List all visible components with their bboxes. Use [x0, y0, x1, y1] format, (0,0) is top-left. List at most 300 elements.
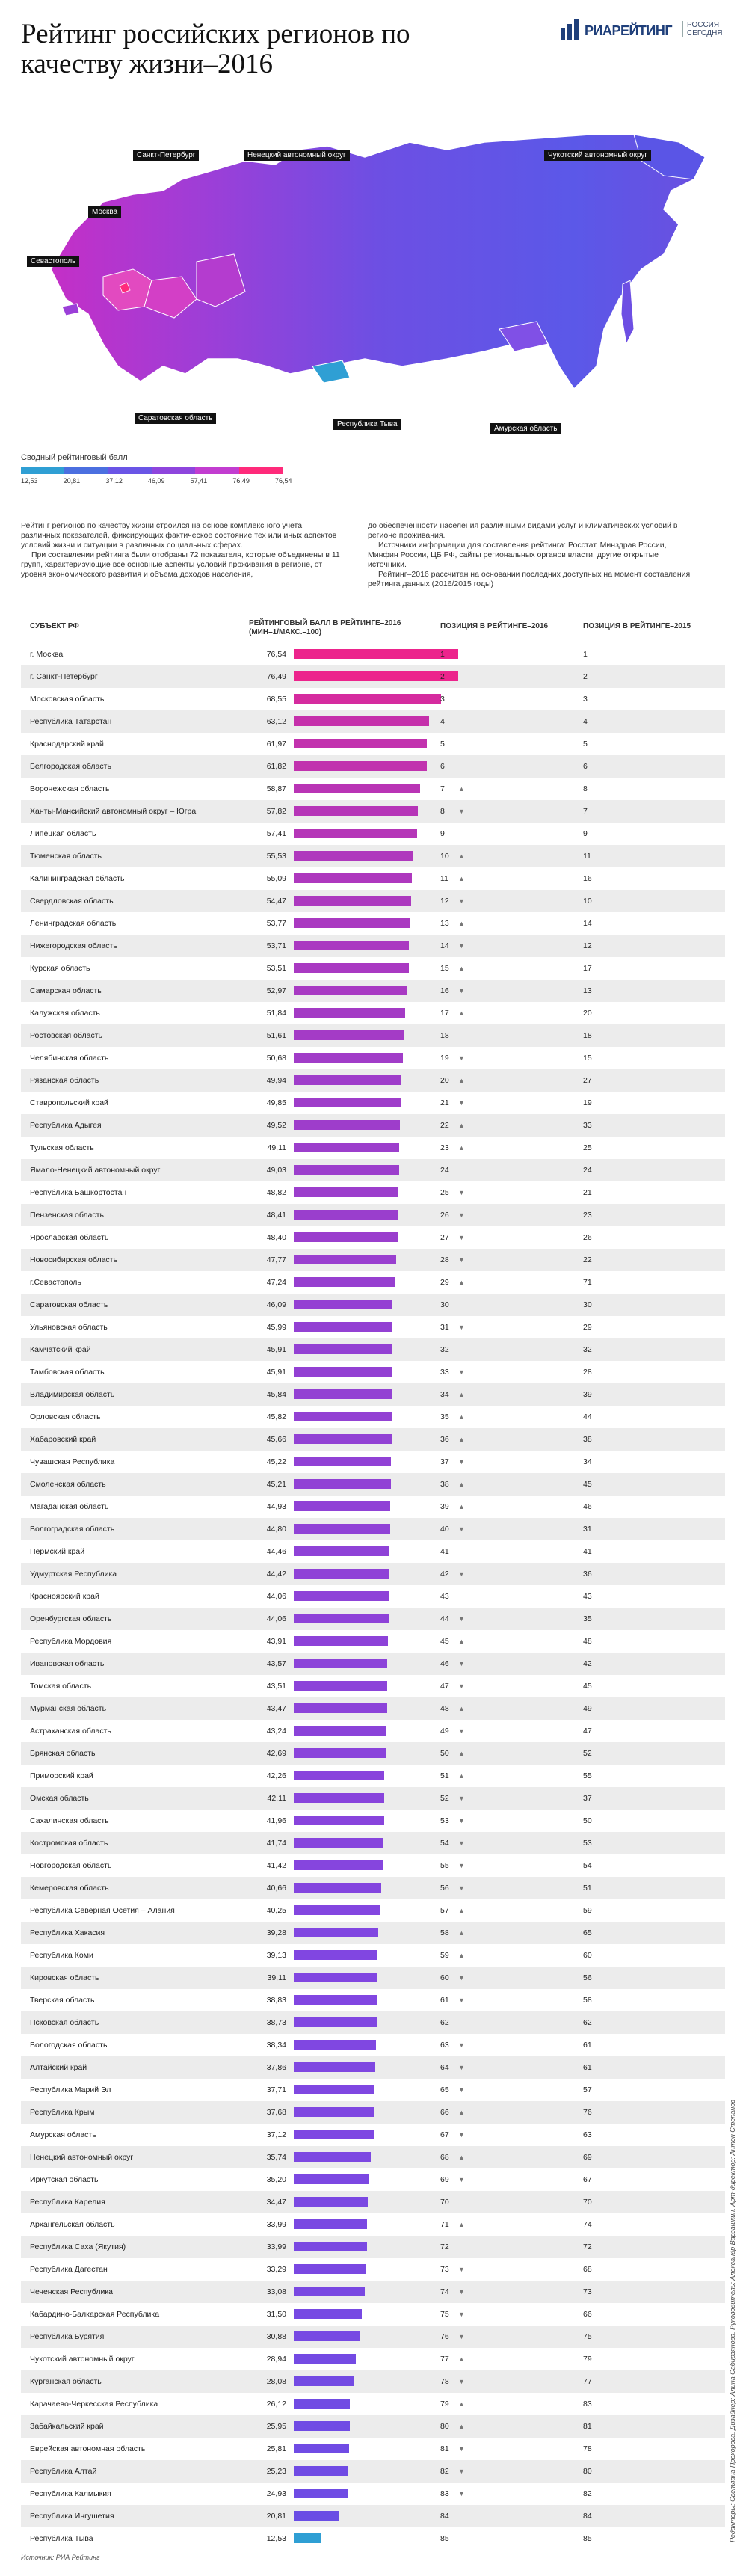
score-bar — [294, 1120, 400, 1130]
region-name: Республика Карелия — [30, 2198, 105, 2207]
region-score: 49,52 — [266, 1121, 286, 1130]
region-name: Смоленская область — [30, 1480, 106, 1489]
region-score: 25,81 — [266, 2444, 286, 2453]
score-bar — [294, 1008, 405, 1018]
score-bar — [294, 784, 420, 793]
table-row — [21, 2011, 725, 2034]
table-row — [21, 2483, 725, 2505]
callout-tyva: Республика Тыва — [333, 419, 401, 430]
position-2016: 2 — [440, 672, 445, 681]
region-name: Самарская область — [30, 986, 102, 995]
position-2016: 24 — [440, 1166, 449, 1175]
score-bar — [294, 1973, 377, 1982]
region-score: 33,29 — [266, 2265, 286, 2274]
position-2015: 17 — [583, 964, 592, 973]
region-score: 44,06 — [266, 1592, 286, 1601]
region-score: 54,47 — [266, 897, 286, 906]
region-score: 39,13 — [266, 1951, 286, 1960]
position-2016: 69 — [440, 2175, 449, 2184]
region-score: 51,61 — [266, 1031, 286, 1040]
position-2016: 19 — [440, 1054, 449, 1063]
up-arrow-icon: ▲ — [458, 1144, 465, 1152]
region-score: 38,83 — [266, 1996, 286, 2005]
logo-brand-text: РИАРЕЙТИНГ — [585, 23, 673, 38]
intro-right — [368, 521, 697, 589]
intro-left — [21, 521, 342, 580]
legend-title: Сводный рейтинговый балл — [21, 453, 128, 462]
score-bar — [294, 1905, 380, 1915]
region-score: 43,24 — [266, 1727, 286, 1736]
table-row — [21, 1451, 725, 1473]
position-2016: 64 — [440, 2063, 449, 2072]
position-2015: 78 — [583, 2444, 592, 2453]
legend-tick: 57,41 — [190, 477, 208, 485]
position-2015: 30 — [583, 1300, 592, 1309]
region-name: Республика Адыгея — [30, 1121, 102, 1130]
position-2015: 29 — [583, 1323, 592, 1332]
position-2016: 54 — [440, 1839, 449, 1848]
table-row — [21, 1653, 725, 1675]
region-score: 40,66 — [266, 1884, 286, 1893]
position-2016: 74 — [440, 2287, 449, 2296]
position-2015: 50 — [583, 1816, 592, 1825]
table-row — [21, 1249, 725, 1271]
region-score: 51,84 — [266, 1009, 286, 1018]
region-name: Хабаровский край — [30, 1435, 96, 1444]
region-score: 26,12 — [266, 2400, 286, 2409]
down-arrow-icon: ▼ — [458, 2131, 465, 2139]
table-row — [21, 665, 725, 688]
down-arrow-icon: ▼ — [458, 1795, 465, 1802]
score-bar — [294, 1277, 395, 1287]
position-2016: 80 — [440, 2422, 449, 2431]
table-row — [21, 2438, 725, 2460]
region-name: Чукотский автономный округ — [30, 2355, 135, 2364]
table-row — [21, 800, 725, 823]
up-arrow-icon: ▲ — [458, 1413, 465, 1421]
region-score: 44,93 — [266, 1502, 286, 1511]
down-arrow-icon: ▼ — [458, 2333, 465, 2340]
region-name: Карачаево-Черкесская Республика — [30, 2400, 158, 2409]
down-arrow-icon: ▼ — [458, 1615, 465, 1623]
table-row — [21, 1473, 725, 1496]
position-2016: 15 — [440, 964, 449, 973]
table-row — [21, 1316, 725, 1338]
intro-paragraph-5: Рейтинг–2016 рассчитан на основании последних доступных на момент составления рейтинга данных (2016/2015 годы) — [368, 570, 691, 588]
region-name: Республика Башкортостан — [30, 1188, 127, 1197]
region-name: Тверская область — [30, 1996, 95, 2005]
region-score: 45,99 — [266, 1323, 286, 1332]
position-2015: 80 — [583, 2467, 592, 2476]
region-name: Кировская область — [30, 1973, 99, 1982]
score-bar — [294, 1681, 387, 1691]
position-2015: 82 — [583, 2489, 592, 2498]
up-arrow-icon: ▲ — [458, 1952, 465, 1959]
position-2015: 55 — [583, 1771, 592, 1780]
table-row — [21, 867, 725, 890]
score-bar — [294, 2444, 349, 2453]
position-2016: 13 — [440, 919, 449, 928]
table-row — [21, 1989, 725, 2011]
table-row — [21, 1899, 725, 1922]
table-row — [21, 912, 725, 935]
table-row — [21, 823, 725, 845]
table-row — [21, 1092, 725, 1114]
position-2015: 59 — [583, 1906, 592, 1915]
map-legend — [21, 453, 290, 498]
position-2015: 23 — [583, 1211, 592, 1220]
region-score: 46,09 — [266, 1300, 286, 1309]
up-arrow-icon: ▲ — [458, 1436, 465, 1443]
score-bar — [294, 1591, 389, 1601]
region-name: Республика Дагестан — [30, 2265, 108, 2274]
table-row — [21, 2056, 725, 2079]
score-bar — [294, 2511, 339, 2521]
region-name: г. Москва — [30, 650, 64, 659]
intro-paragraph-4: Источники информации для составления рейтинга: Росстат, Минздрав России, Минфин России, ЦБ РФ, сайты региональных органов власти, другие открытые источники. — [368, 541, 667, 569]
table-row — [21, 1181, 725, 1204]
region-score: 37,71 — [266, 2085, 286, 2094]
position-2016: 77 — [440, 2355, 449, 2364]
score-bar — [294, 671, 458, 681]
position-2016: 56 — [440, 1884, 449, 1893]
position-2016: 28 — [440, 1255, 449, 1264]
table-row — [21, 2303, 725, 2326]
score-bar — [294, 806, 418, 816]
region-score: 28,94 — [266, 2355, 286, 2364]
position-2016: 48 — [440, 1704, 449, 1713]
table-row — [21, 1697, 725, 1720]
position-2016: 30 — [440, 1300, 449, 1309]
region-score: 57,41 — [266, 829, 286, 838]
region-score: 33,08 — [266, 2287, 286, 2296]
down-arrow-icon: ▼ — [458, 1368, 465, 1376]
position-2015: 61 — [583, 2063, 592, 2072]
position-2015: 3 — [583, 695, 588, 704]
position-2015: 73 — [583, 2287, 592, 2296]
region-name: Калининградская область — [30, 874, 125, 883]
up-arrow-icon: ▲ — [458, 852, 465, 860]
table-row — [21, 2101, 725, 2124]
up-arrow-icon: ▲ — [458, 1907, 465, 1914]
position-2016: 36 — [440, 1435, 449, 1444]
region-name: Республика Мордовия — [30, 1637, 112, 1646]
down-arrow-icon: ▼ — [458, 2445, 465, 2453]
position-2015: 35 — [583, 1614, 592, 1623]
table-row — [21, 2460, 725, 2483]
up-arrow-icon: ▲ — [458, 965, 465, 972]
region-name: Чувашская Республика — [30, 1457, 115, 1466]
position-2015: 21 — [583, 1188, 592, 1197]
region-score: 45,82 — [266, 1413, 286, 1421]
down-arrow-icon: ▼ — [458, 2086, 465, 2094]
position-2015: 24 — [583, 1166, 592, 1175]
sakhalin — [621, 280, 634, 344]
score-bar — [294, 1300, 392, 1309]
table-row — [21, 2191, 725, 2213]
position-2015: 33 — [583, 1121, 592, 1130]
region-name: Республика Тыва — [30, 2534, 93, 2543]
region-score: 35,74 — [266, 2153, 286, 2162]
region-name: Ленинградская область — [30, 919, 117, 928]
position-2016: 62 — [440, 2018, 449, 2027]
region-name: Белгородская область — [30, 762, 111, 771]
table-row — [21, 2415, 725, 2438]
region-score: 63,12 — [266, 717, 286, 726]
position-2016: 45 — [440, 1637, 449, 1646]
score-bar — [294, 1838, 383, 1848]
logo-partner-line1: РОССИЯ — [687, 21, 720, 29]
region-name: Ульяновская область — [30, 1323, 108, 1332]
score-bar — [294, 1030, 404, 1040]
position-2015: 16 — [583, 874, 592, 883]
column-header-subject: СУБЪЕКТ РФ — [30, 622, 79, 630]
score-bar — [294, 1501, 390, 1511]
down-arrow-icon: ▼ — [458, 1054, 465, 1062]
region-score: 45,66 — [266, 1435, 286, 1444]
region-name: Еврейская автономная область — [30, 2444, 146, 2453]
score-bar — [294, 1434, 392, 1444]
table-row — [21, 1922, 725, 1944]
region-score: 49,03 — [266, 1166, 286, 1175]
down-arrow-icon: ▼ — [458, 897, 465, 905]
position-2016: 70 — [440, 2198, 449, 2207]
score-bar — [294, 1187, 398, 1197]
position-2016: 61 — [440, 1996, 449, 2005]
position-2016: 42 — [440, 1570, 449, 1579]
position-2016: 68 — [440, 2153, 449, 2162]
position-2015: 52 — [583, 1749, 592, 1758]
position-2015: 46 — [583, 1502, 592, 1511]
region-score: 44,06 — [266, 1614, 286, 1623]
score-bar — [294, 829, 417, 838]
position-2016: 76 — [440, 2332, 449, 2341]
position-2015: 45 — [583, 1480, 592, 1489]
score-bar — [294, 739, 427, 748]
score-bar — [294, 2331, 360, 2341]
score-bar — [294, 1210, 398, 1220]
region-name: Республика Крым — [30, 2108, 95, 2117]
score-bar — [294, 1816, 384, 1825]
up-arrow-icon: ▲ — [458, 2423, 465, 2430]
position-2016: 57 — [440, 1906, 449, 1915]
position-2016: 63 — [440, 2041, 449, 2050]
region-name: Липецкая область — [30, 829, 96, 838]
table-row — [21, 1854, 725, 1877]
region-name: Республика Коми — [30, 1951, 93, 1960]
score-bar — [294, 2309, 362, 2319]
region-score: 37,68 — [266, 2108, 286, 2117]
table-row — [21, 2213, 725, 2236]
region-name: Ставропольский край — [30, 1098, 108, 1107]
region-name: Новгородская область — [30, 1861, 112, 1870]
table-row — [21, 1742, 725, 1765]
region-score: 68,55 — [266, 695, 286, 704]
callout-chukotka: Чукотский автономный округ — [544, 150, 651, 161]
position-2015: 56 — [583, 1973, 592, 1982]
score-bar — [294, 1344, 392, 1354]
logo-partner-line2: СЕГОДНЯ — [687, 29, 723, 37]
position-2016: 81 — [440, 2444, 449, 2453]
region-score: 20,81 — [266, 2512, 286, 2521]
position-2016: 50 — [440, 1749, 449, 1758]
score-bar — [294, 1995, 377, 2005]
table-row — [21, 1540, 725, 1563]
callout-amur: Амурская область — [490, 423, 561, 434]
region-name: Нижегородская область — [30, 941, 117, 950]
up-arrow-icon: ▲ — [458, 875, 465, 882]
table-row — [21, 1787, 725, 1810]
score-bar — [294, 1232, 398, 1242]
down-arrow-icon: ▼ — [458, 2378, 465, 2385]
position-2015: 67 — [583, 2175, 592, 2184]
region-name: Амурская область — [30, 2130, 96, 2139]
region-name: Псковская область — [30, 2018, 99, 2027]
up-arrow-icon: ▲ — [458, 1391, 465, 1398]
score-bar — [294, 2533, 321, 2543]
position-2015: 45 — [583, 1682, 592, 1691]
table-row — [21, 2326, 725, 2348]
position-2015: 72 — [583, 2243, 592, 2251]
region-score: 37,86 — [266, 2063, 286, 2072]
region-name: Ростовская область — [30, 1031, 103, 1040]
intro-paragraph-1: Рейтинг регионов по качеству жизни строился на основе комплексного учета различных показателей, фиксирующих фактическое состояние тех или иных аспектов условий жизни и ситуации в различных социальных сферах. — [21, 521, 337, 550]
down-arrow-icon: ▼ — [458, 808, 465, 815]
russia-map — [21, 120, 725, 471]
position-2015: 44 — [583, 1413, 592, 1421]
score-bar — [294, 2421, 350, 2431]
table-row — [21, 1361, 725, 1383]
crimea — [62, 304, 79, 316]
score-bar — [294, 649, 458, 659]
score-bar — [294, 1614, 389, 1623]
position-2016: 38 — [440, 1480, 449, 1489]
score-bar — [294, 2287, 365, 2296]
score-bar — [294, 1771, 384, 1780]
region-score: 40,25 — [266, 1906, 286, 1915]
table-row — [21, 1024, 725, 1047]
position-2016: 34 — [440, 1390, 449, 1399]
score-bar — [294, 1793, 384, 1803]
down-arrow-icon: ▼ — [458, 1974, 465, 1982]
table-row — [21, 2034, 725, 2056]
region-name: Республика Алтай — [30, 2467, 97, 2476]
position-2015: 51 — [583, 1884, 592, 1893]
position-2016: 3 — [440, 695, 445, 704]
up-arrow-icon: ▲ — [458, 1750, 465, 1757]
table-row — [21, 2146, 725, 2168]
position-2016: 11 — [440, 874, 448, 883]
region-score: 34,47 — [266, 2198, 286, 2207]
region-name: Ханты-Мансийский автономный округ – Югра — [30, 807, 197, 816]
down-arrow-icon: ▼ — [458, 987, 465, 995]
position-2015: 34 — [583, 1457, 592, 1466]
region-score: 47,77 — [266, 1255, 286, 1264]
table-row — [21, 1675, 725, 1697]
region-name: Томская область — [30, 1682, 92, 1691]
down-arrow-icon: ▼ — [458, 1996, 465, 2004]
region-score: 43,47 — [266, 1704, 286, 1713]
region-name: Республика Бурятия — [30, 2332, 105, 2341]
position-2015: 36 — [583, 1570, 592, 1579]
down-arrow-icon: ▼ — [458, 1862, 465, 1869]
position-2016: 40 — [440, 1525, 449, 1534]
down-arrow-icon: ▼ — [458, 2041, 465, 2049]
table-row — [21, 1563, 725, 1585]
position-2016: 4 — [440, 717, 445, 726]
position-2016: 39 — [440, 1502, 449, 1511]
position-2015: 74 — [583, 2220, 592, 2229]
position-2016: 44 — [440, 1614, 449, 1623]
down-arrow-icon: ▼ — [458, 1324, 465, 1331]
region-score: 49,11 — [267, 1143, 286, 1152]
table-row — [21, 778, 725, 800]
position-2016: 23 — [440, 1143, 449, 1152]
region-score: 38,34 — [266, 2041, 286, 2050]
down-arrow-icon: ▼ — [458, 1234, 465, 1241]
region-score: 45,22 — [266, 1457, 286, 1466]
position-2016: 31 — [440, 1323, 449, 1332]
down-arrow-icon: ▼ — [458, 2468, 465, 2475]
up-arrow-icon: ▲ — [458, 2355, 465, 2363]
score-bar — [294, 1883, 381, 1893]
region-score: 33,99 — [266, 2243, 286, 2251]
position-2015: 39 — [583, 1390, 592, 1399]
table-row — [21, 845, 725, 867]
position-2016: 73 — [440, 2265, 449, 2274]
up-arrow-icon: ▲ — [458, 2109, 465, 2116]
table-row — [21, 1832, 725, 1854]
position-2016: 82 — [440, 2467, 449, 2476]
score-bar — [294, 1860, 383, 1870]
position-2015: 70 — [583, 2198, 592, 2207]
region-score: 52,97 — [266, 986, 286, 995]
table-row — [21, 2370, 725, 2393]
region-name: Вологодская область — [30, 2041, 108, 2050]
position-2016: 22 — [440, 1121, 449, 1130]
region-name: Курская область — [30, 964, 90, 973]
region-name: Ямало-Ненецкий автономный округ — [30, 1166, 161, 1175]
position-2016: 67 — [440, 2130, 449, 2139]
down-arrow-icon: ▼ — [458, 1211, 465, 1219]
callout-moscow: Москва — [88, 206, 121, 218]
score-bar — [294, 1143, 399, 1152]
region-score: 30,88 — [266, 2332, 286, 2341]
position-2015: 81 — [583, 2422, 592, 2431]
position-2016: 65 — [440, 2085, 449, 2094]
region-name: Пензенская область — [30, 1211, 104, 1220]
down-arrow-icon: ▼ — [458, 1660, 465, 1667]
region-name: Красноярский край — [30, 1592, 99, 1601]
score-bar — [294, 1748, 386, 1758]
region-score: 39,11 — [267, 1973, 286, 1982]
column-header-score: РЕЙТИНГОВЫЙ БАЛЛ В РЕЙТИНГЕ–2016 (МИН–1/МАКС.–100) — [249, 619, 401, 636]
position-2015: 8 — [583, 784, 588, 793]
position-2016: 27 — [440, 1233, 449, 1242]
table-row — [21, 1338, 725, 1361]
up-arrow-icon: ▲ — [458, 1481, 465, 1488]
position-2016: 1 — [440, 650, 445, 659]
region-score: 53,71 — [266, 941, 286, 950]
legend-tick: 46,09 — [148, 477, 165, 485]
down-arrow-icon: ▼ — [458, 942, 465, 950]
region-name: Магаданская область — [30, 1502, 109, 1511]
position-2015: 10 — [583, 897, 592, 906]
region-score: 53,51 — [266, 964, 286, 973]
region-score: 45,21 — [266, 1480, 286, 1489]
region-score: 12,53 — [266, 2534, 286, 2543]
region-name: Воронежская область — [30, 784, 110, 793]
